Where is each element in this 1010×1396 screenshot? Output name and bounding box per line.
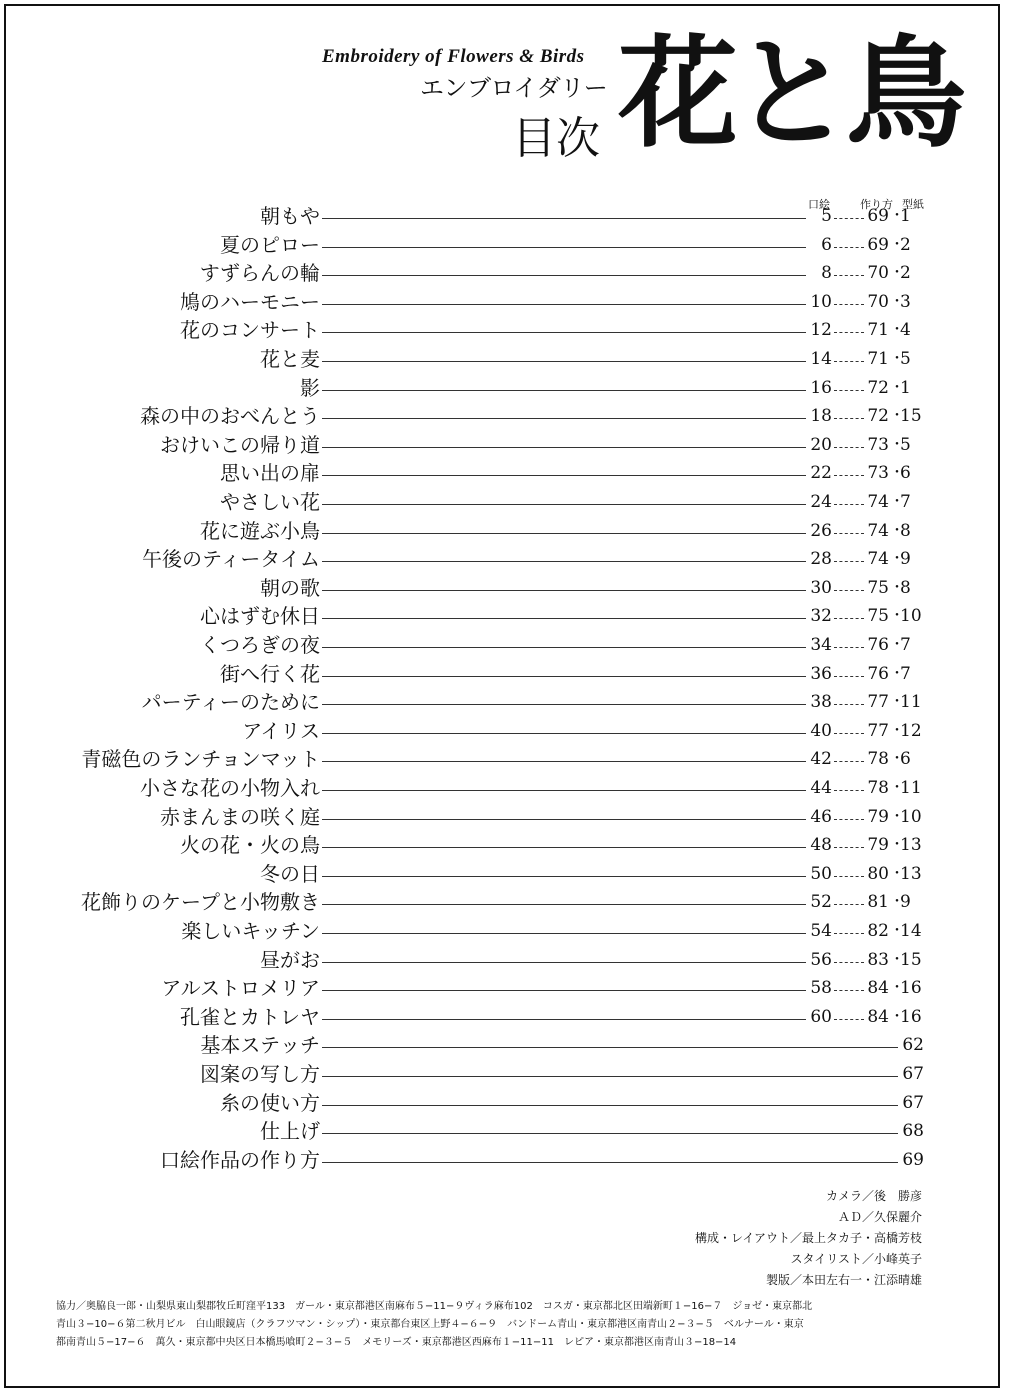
leader-line	[834, 819, 864, 820]
katagami-number: 11	[900, 692, 922, 713]
tsukurikata-page: 79	[867, 806, 889, 827]
kuchie-page: 36	[810, 663, 832, 684]
leader-line	[834, 790, 864, 791]
toc-title: 心はずむ休日	[200, 604, 320, 629]
katagami-number: 13	[900, 863, 922, 884]
toc-row[interactable]	[0, 631, 1010, 659]
leader-line	[834, 533, 864, 534]
leader-line	[834, 962, 864, 963]
separator-dot: ・	[890, 865, 904, 882]
separator-dot: ・	[890, 808, 904, 825]
kuchie-page: 38	[810, 692, 832, 713]
toc-row[interactable]	[0, 431, 1010, 459]
separator-dot: ・	[890, 236, 904, 253]
kuchie-page: 42	[810, 749, 832, 770]
katagami-number: 8	[900, 520, 911, 541]
tsukurikata-page: 80	[867, 863, 889, 884]
toc-row[interactable]	[0, 488, 1010, 516]
leader-line	[322, 590, 806, 591]
leader-line	[322, 733, 806, 734]
credit-line: 製版／本田左右一・江添晴雄	[765, 1273, 922, 1287]
toc-row-extra[interactable]	[0, 1089, 1010, 1117]
kuchie-page: 58	[810, 978, 832, 999]
leader-line	[322, 275, 806, 276]
toc-row[interactable]	[0, 574, 1010, 602]
toc-row[interactable]	[0, 745, 1010, 773]
leader-line	[322, 218, 806, 219]
leader-line	[834, 390, 864, 391]
tsukurikata-page: 74	[867, 492, 889, 512]
katagami-number: 11	[900, 778, 922, 798]
cooperation-line: 協力／奥脇良一郎・山梨県東山梨郡牧丘町窪平133 ガール・東京都港区南麻布５−11−９ヴィラ麻布102 コスガ・東京都北区田端新町１−16−７ ジョゼ・東京都北	[56, 1301, 813, 1312]
toc-row[interactable]	[0, 774, 1010, 802]
katagami-number: 15	[900, 406, 922, 427]
separator-dot: ・	[890, 494, 904, 510]
katagami-number: 9	[900, 549, 911, 570]
tsukurikata-page: 73	[867, 463, 889, 484]
leader-line	[322, 533, 806, 534]
staff-credits	[562, 1186, 922, 1291]
leader-line	[834, 275, 864, 276]
separator-dot: ・	[890, 694, 904, 711]
leader-line	[322, 1105, 898, 1106]
tsukurikata-page: 82	[867, 921, 889, 941]
credit-line: ＡＤ／久保麗介	[837, 1210, 922, 1224]
kuchie-page: 52	[810, 892, 832, 913]
leader-line	[834, 990, 864, 991]
leader-line	[834, 218, 864, 219]
separator-dot: ・	[890, 408, 904, 425]
page-number: 69	[902, 1149, 924, 1170]
separator-dot: ・	[890, 551, 904, 568]
tsukurikata-page: 84	[867, 978, 889, 999]
toc-title: 街へ行く花	[220, 661, 320, 686]
katagami-number: 15	[900, 949, 922, 970]
toc-row[interactable]	[0, 1003, 1010, 1031]
separator-dot: ・	[890, 780, 904, 796]
toc-title: くつろぎの夜	[200, 633, 320, 657]
toc-title: 花に遊ぶ小鳥	[200, 518, 320, 543]
leader-line	[322, 819, 806, 820]
leader-line	[834, 676, 864, 677]
toc-row[interactable]	[0, 974, 1010, 1002]
credit-line: カメラ／後 勝彦	[825, 1189, 922, 1203]
toc-row[interactable]	[0, 888, 1010, 916]
tsukurikata-page: 72	[867, 406, 889, 427]
toc-title: やさしい花	[220, 490, 320, 514]
toc-title: 鳩のハーモニー	[180, 289, 320, 314]
tsukurikata-page: 74	[867, 520, 889, 541]
kuchie-page: 20	[810, 434, 832, 455]
kuchie-page: 14	[810, 349, 832, 369]
kuchie-page: 46	[810, 806, 832, 827]
toc-title: 孔雀とカトレヤ	[180, 1004, 320, 1029]
leader-line	[322, 933, 806, 934]
leader-line	[322, 904, 806, 905]
cooperation-line: 都南青山５−17−６ 萬久・東京都中央区日本橋馬喰町２−３−５ メモリーズ・東京都港区西麻布１−11−11 レピア・東京都港区南青山３−18−14	[56, 1337, 737, 1348]
english-title: Embroidery of Flowers & Birds	[322, 46, 585, 67]
separator-dot: ・	[890, 837, 904, 854]
column-header-kuchie: 口絵	[808, 198, 830, 211]
leader-line	[834, 418, 864, 419]
toc-row[interactable]	[0, 202, 1010, 230]
toc-title: 花と麦	[260, 347, 320, 371]
toc-row[interactable]	[0, 288, 1010, 316]
tsukurikata-page: 76	[867, 663, 889, 684]
leader-line	[322, 332, 806, 333]
tsukurikata-page: 71	[867, 349, 889, 369]
katagami-number: 7	[900, 492, 911, 512]
kuchie-page: 32	[810, 606, 832, 627]
katagami-number: 6	[900, 749, 911, 770]
kuchie-page: 6	[821, 234, 832, 255]
toc-title: パーティーのために	[141, 690, 320, 715]
toc-row[interactable]	[0, 803, 1010, 831]
separator-dot: ・	[890, 465, 904, 482]
kuchie-page: 10	[810, 291, 832, 312]
column-header-tsukurikata: 作り方	[860, 198, 893, 211]
page-number: 67	[902, 1092, 924, 1113]
toc-title: 夏のピロー	[220, 232, 320, 257]
tsukurikata-page: 71	[867, 320, 889, 341]
leader-line	[834, 332, 864, 333]
leader-line	[322, 876, 806, 877]
leader-line	[834, 447, 864, 448]
separator-dot: ・	[890, 208, 904, 224]
toc-title: 冬の日	[260, 861, 320, 886]
toc-row-extra[interactable]	[0, 1117, 1010, 1145]
separator-dot: ・	[890, 293, 904, 310]
toc-title: 午後のティータイム	[142, 547, 320, 572]
toc-title: おけいこの帰り道	[160, 432, 320, 457]
tsukurikata-page: 69	[867, 206, 889, 226]
mokuji-heading: 目次	[512, 113, 600, 164]
leader-line	[322, 504, 806, 505]
leader-line	[834, 647, 864, 648]
separator-dot: ・	[890, 751, 904, 768]
page-number: 62	[902, 1035, 924, 1056]
toc-title: 図案の写し方	[200, 1062, 320, 1086]
leader-line	[834, 247, 864, 248]
katagami-number: 7	[900, 635, 911, 655]
leader-line	[322, 790, 806, 791]
toc-title: 小さな花の小物入れ	[140, 776, 320, 800]
toc-title: 思い出の扉	[220, 461, 320, 486]
toc-title: 森の中のおべんとう	[140, 404, 320, 429]
kana-title: エンブロイダリー	[420, 74, 608, 102]
leader-line	[322, 390, 806, 391]
toc-row[interactable]	[0, 517, 1010, 545]
katagami-number: 1	[900, 206, 911, 226]
leader-line	[322, 247, 806, 248]
leader-line	[322, 447, 806, 448]
separator-dot: ・	[890, 637, 904, 653]
toc-title: アルストロメリア	[161, 976, 320, 1001]
kuchie-page: 60	[810, 1006, 832, 1027]
tsukurikata-page: 74	[867, 549, 889, 570]
leader-line	[834, 475, 864, 476]
leader-line	[322, 361, 806, 362]
separator-dot: ・	[890, 579, 904, 596]
leader-line	[322, 1019, 806, 1020]
toc-row[interactable]	[0, 345, 1010, 373]
separator-dot: ・	[890, 665, 904, 682]
kuchie-page: 24	[810, 492, 832, 512]
kuchie-page: 26	[810, 520, 832, 541]
toc-title: 青磁色のランチョンマット	[81, 747, 320, 772]
katagami-number: 2	[900, 234, 911, 255]
katagami-number: 8	[900, 577, 911, 598]
toc-title: 昼がお	[260, 947, 320, 972]
toc-row[interactable]	[0, 602, 1010, 630]
kuchie-page: 12	[810, 320, 832, 341]
tsukurikata-page: 78	[867, 749, 889, 770]
separator-dot: ・	[890, 722, 904, 739]
toc-title: 火の花・火の鳥	[180, 833, 320, 858]
kuchie-page: 50	[810, 863, 832, 884]
katagami-number: 7	[900, 663, 911, 684]
toc-row[interactable]	[0, 831, 1010, 859]
toc-row[interactable]	[0, 402, 1010, 430]
katagami-number: 16	[900, 1006, 922, 1027]
separator-dot: ・	[890, 351, 904, 367]
cooperation-line: 青山３−10−６第二秋月ビル 白山眼鏡店（クラフツマン・シップ）・東京都台東区上野４−６−９ バンドーム青山・東京都港区南青山２−３−５ ベルナール・東京	[56, 1319, 804, 1330]
katagami-number: 4	[900, 320, 911, 341]
column-header-katagami: 型紙	[902, 198, 924, 211]
tsukurikata-page: 76	[867, 635, 889, 655]
toc-title: 花飾りのケープと小物敷き	[81, 890, 320, 915]
tsukurikata-page: 79	[867, 835, 889, 856]
katagami-number: 5	[900, 349, 911, 369]
tsukurikata-page: 70	[867, 263, 889, 284]
kuchie-page: 54	[810, 921, 832, 941]
katagami-number: 2	[900, 263, 911, 284]
kuchie-page: 5	[821, 206, 832, 226]
kuchie-page: 56	[810, 949, 832, 970]
leader-line	[834, 304, 864, 305]
tsukurikata-page: 75	[867, 606, 889, 627]
main-title: 花と鳥	[618, 23, 960, 164]
toc-title: 花のコンサート	[180, 318, 320, 343]
leader-line	[322, 1133, 898, 1134]
toc-title: 糸の使い方	[220, 1090, 320, 1115]
tsukurikata-page: 83	[867, 949, 889, 970]
toc-row-extra[interactable]	[0, 1031, 1010, 1059]
toc-row-extra[interactable]	[0, 1146, 1010, 1174]
leader-line	[834, 733, 864, 734]
toc-title: 赤まんまの咲く庭	[160, 804, 320, 829]
leader-line	[322, 990, 806, 991]
leader-line	[322, 847, 806, 848]
leader-line	[322, 1047, 898, 1048]
kuchie-page: 30	[810, 577, 832, 598]
leader-line	[322, 647, 806, 648]
separator-dot: ・	[890, 1008, 904, 1025]
toc-row[interactable]	[0, 316, 1010, 344]
tsukurikata-page: 77	[867, 720, 889, 741]
tsukurikata-page: 77	[867, 692, 889, 713]
toc-title: 朝もや	[260, 204, 320, 228]
leader-line	[834, 761, 864, 762]
tsukurikata-page: 84	[867, 1006, 889, 1027]
katagami-number: 9	[900, 892, 911, 913]
toc-title: 朝の歌	[260, 575, 320, 600]
toc-row[interactable]	[0, 660, 1010, 688]
leader-line	[322, 1162, 898, 1163]
leader-line	[322, 962, 806, 963]
separator-dot: ・	[890, 980, 904, 997]
separator-dot: ・	[890, 951, 904, 968]
tsukurikata-page: 72	[867, 377, 889, 398]
kuchie-page: 22	[810, 463, 832, 484]
toc-row[interactable]	[0, 860, 1010, 888]
leader-line	[834, 361, 864, 362]
toc-title: アイリス	[242, 718, 320, 743]
katagami-number: 5	[900, 434, 911, 455]
toc-title: 影	[300, 375, 320, 400]
toc-row[interactable]	[0, 259, 1010, 287]
toc-row[interactable]	[0, 917, 1010, 945]
kuchie-page: 16	[810, 377, 832, 398]
leader-line	[322, 1076, 898, 1077]
kuchie-page: 48	[810, 835, 832, 856]
separator-dot: ・	[890, 923, 904, 939]
katagami-number: 16	[900, 978, 922, 999]
leader-line	[322, 704, 806, 705]
leader-line	[834, 504, 864, 505]
leader-line	[322, 561, 806, 562]
leader-line	[834, 933, 864, 934]
katagami-number: 6	[900, 463, 911, 484]
tsukurikata-page: 75	[867, 577, 889, 598]
leader-line	[322, 418, 806, 419]
leader-line	[834, 847, 864, 848]
separator-dot: ・	[890, 894, 904, 911]
separator-dot: ・	[890, 436, 904, 453]
leader-line	[322, 304, 806, 305]
katagami-number: 12	[900, 720, 922, 741]
toc-row[interactable]	[0, 688, 1010, 716]
separator-dot: ・	[890, 522, 904, 539]
kuchie-page: 18	[810, 406, 832, 427]
tsukurikata-page: 81	[867, 892, 889, 913]
toc-row[interactable]	[0, 946, 1010, 974]
leader-line	[834, 618, 864, 619]
page-number: 67	[902, 1064, 924, 1084]
kuchie-page: 44	[810, 778, 832, 798]
separator-dot: ・	[890, 265, 904, 282]
kuchie-page: 8	[821, 263, 832, 284]
leader-line	[834, 561, 864, 562]
leader-line	[322, 618, 806, 619]
tsukurikata-page: 69	[867, 234, 889, 255]
page-number: 68	[902, 1121, 924, 1142]
toc-row-extra[interactable]	[0, 1060, 1010, 1088]
katagami-number: 1	[900, 377, 911, 398]
katagami-number: 10	[900, 606, 922, 627]
toc-title: 楽しいキッチン	[181, 919, 320, 943]
leader-line	[834, 1019, 864, 1020]
leader-line	[834, 704, 864, 705]
katagami-number: 10	[900, 806, 922, 827]
toc-row[interactable]	[0, 231, 1010, 259]
cooperation-notes	[56, 1298, 926, 1352]
tsukurikata-page: 78	[867, 778, 889, 798]
credit-line: スタイリスト／小峰英子	[790, 1252, 922, 1266]
katagami-number: 14	[900, 921, 922, 941]
toc-row[interactable]	[0, 374, 1010, 402]
toc-title: 口絵作品の作り方	[160, 1147, 320, 1172]
tsukurikata-page: 73	[867, 434, 889, 455]
kuchie-page: 40	[810, 720, 832, 741]
separator-dot: ・	[890, 379, 904, 396]
leader-line	[834, 904, 864, 905]
toc-title: すずらんの輪	[199, 261, 320, 286]
tsukurikata-page: 70	[867, 291, 889, 312]
leader-line	[322, 761, 806, 762]
toc-row[interactable]	[0, 459, 1010, 487]
toc-row[interactable]	[0, 545, 1010, 573]
separator-dot: ・	[890, 608, 904, 625]
kuchie-page: 28	[810, 549, 832, 570]
katagami-number: 13	[900, 835, 922, 856]
toc-title: 仕上げ	[260, 1119, 320, 1144]
toc-row[interactable]	[0, 717, 1010, 745]
separator-dot: ・	[890, 322, 904, 339]
leader-line	[322, 475, 806, 476]
katagami-number: 3	[900, 291, 911, 312]
leader-line	[834, 590, 864, 591]
kuchie-page: 34	[810, 635, 832, 655]
leader-line	[834, 876, 864, 877]
leader-line	[322, 676, 806, 677]
credit-line: 構成・レイアウト／最上タカ子・高橋芳枝	[694, 1231, 922, 1245]
toc-title: 基本ステッチ	[200, 1033, 320, 1058]
